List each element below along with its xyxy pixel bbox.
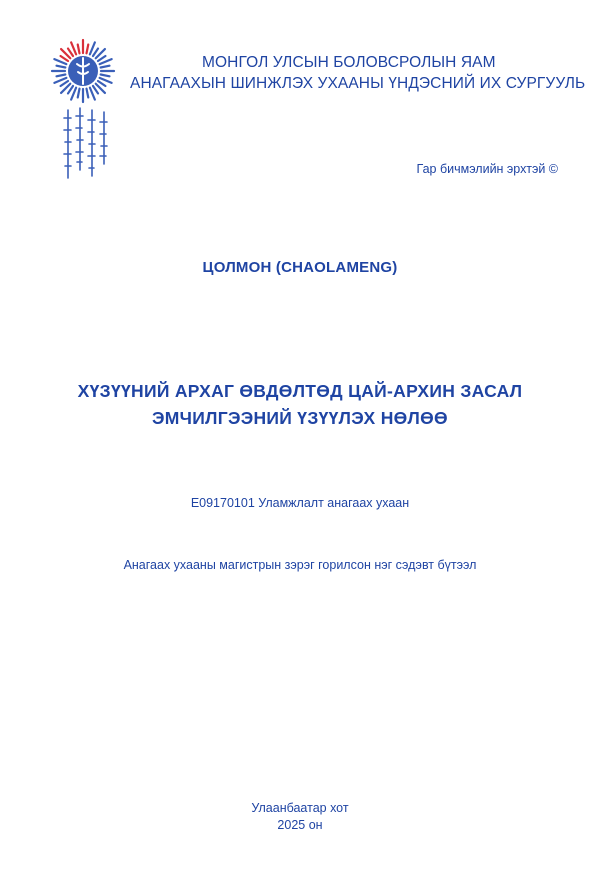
- thesis-title-line-1: ХҮЗҮҮНИЙ АРХАГ ӨВДӨЛТӨД ЦАЙ-АРХИН ЗАСАЛ: [77, 381, 523, 401]
- university-logo: [50, 38, 116, 188]
- place-and-year: [0, 800, 600, 834]
- copyright-notice: Гар бичмэлийн эрхтэй ©: [416, 162, 558, 176]
- ministry-name: МОНГОЛ УЛСЫН БОЛОВСРОЛЫН ЯАМ: [202, 54, 496, 71]
- thesis-title: [0, 378, 600, 432]
- institution-header: [130, 52, 586, 94]
- thesis-title-line-2: ЭМЧИЛГЭЭНИЙ ҮЗҮҮЛЭХ НӨЛӨӨ: [152, 408, 448, 428]
- place-name: Улаанбаатар хот: [251, 801, 349, 815]
- year-label: 2025 он: [277, 818, 323, 832]
- program-code: E09170101 Уламжлалт анагаах ухаан: [190, 496, 410, 510]
- university-emblem-icon: [50, 38, 116, 188]
- university-name: АНАГААХЫН ШИНЖЛЭХ УХААНЫ ҮНДЭСНИЙ ИХ СУРГУУЛЬ: [130, 75, 586, 92]
- degree-statement: Анагаах ухааны магистрын зэрэг горилсон нэг сэдэвт бүтээл: [123, 558, 477, 572]
- author-name: ЦОЛМОН (CHAOLAMENG): [202, 259, 398, 276]
